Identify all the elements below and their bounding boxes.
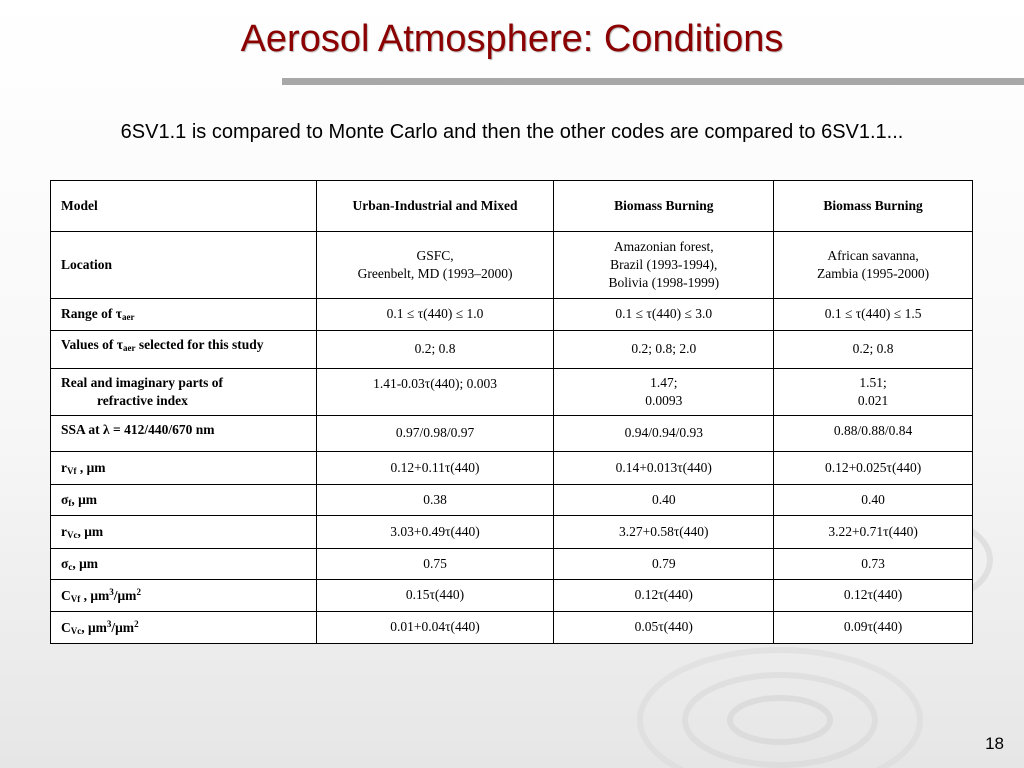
label-text: σ bbox=[61, 555, 69, 571]
header-col2: Biomass Burning bbox=[554, 181, 774, 232]
table-row-refractive-index bbox=[51, 369, 973, 416]
table-cell: 0.12τ(440) bbox=[774, 580, 973, 612]
table-cell bbox=[316, 232, 554, 299]
cell-line: Zambia (1995-2000) bbox=[817, 266, 930, 281]
row-label bbox=[51, 612, 317, 644]
label-text: /μm bbox=[111, 619, 135, 635]
table-row-ssa bbox=[51, 416, 973, 452]
aerosol-conditions-table bbox=[50, 180, 973, 644]
table-cell: 0.97/0.98/0.97 bbox=[316, 416, 554, 452]
row-label bbox=[51, 485, 317, 516]
label-text: selected for this study bbox=[135, 337, 264, 352]
table-row-cvc bbox=[51, 612, 973, 644]
label-text: r bbox=[61, 459, 67, 475]
label-superscript: 3 bbox=[109, 586, 114, 597]
table-cell: 0.75 bbox=[316, 549, 554, 580]
cell-line: 1.51; bbox=[859, 374, 887, 390]
header-col1: Urban-Industrial and Mixed bbox=[316, 181, 554, 232]
label-superscript: 2 bbox=[134, 618, 139, 629]
table-cell: 0.88/0.88/0.84 bbox=[774, 416, 973, 452]
cell-line: African savanna, bbox=[827, 247, 919, 263]
row-label: Location bbox=[51, 232, 317, 299]
row-label bbox=[51, 331, 317, 369]
table-row-rvf bbox=[51, 452, 973, 485]
table-row-cvf bbox=[51, 580, 973, 612]
cell-line: 0.0093 bbox=[645, 393, 683, 408]
slide-subtitle: 6SV1.1 is compared to Monte Carlo and then the other codes are compared to 6SV1.1... bbox=[120, 121, 904, 143]
table-cell bbox=[554, 232, 774, 299]
label-text: , μm bbox=[80, 587, 110, 603]
cell-line: Bolivia (1998-1999) bbox=[608, 275, 720, 291]
row-label bbox=[51, 299, 317, 331]
table-cell: 0.38 bbox=[316, 485, 554, 516]
label-subscript: Vf bbox=[70, 593, 81, 604]
header-col3: Biomass Burning bbox=[774, 181, 973, 232]
label-superscript: 3 bbox=[106, 618, 112, 629]
table-cell: 3.03+0.49τ(440) bbox=[316, 516, 554, 549]
slide-title: Aerosol Atmosphere: Conditions bbox=[240, 18, 784, 60]
table-cell: 0.09τ(440) bbox=[774, 612, 973, 644]
title-underline bbox=[282, 78, 1000, 85]
table-cell: 0.2; 0.8 bbox=[316, 331, 554, 369]
label-text: , μm bbox=[81, 619, 107, 635]
table-cell: 3.22+0.71τ(440) bbox=[774, 516, 973, 549]
table-cell: 0.12+0.11τ(440) bbox=[316, 452, 554, 485]
table-row-sigma-c bbox=[51, 549, 973, 580]
label-subscript: aer bbox=[121, 312, 135, 323]
table-row-values bbox=[51, 331, 973, 369]
table-cell: 0.14+0.013τ(440) bbox=[554, 452, 774, 485]
label-text: σ bbox=[61, 491, 69, 507]
cell-line: Amazonian forest, bbox=[613, 238, 714, 254]
header-model: Model bbox=[51, 181, 317, 232]
table-cell: 1.41-0.03τ(440); 0.003 bbox=[316, 369, 554, 416]
table-row-sigma-f bbox=[51, 485, 973, 516]
table-cell bbox=[774, 232, 973, 299]
table-cell: 0.1 ≤ τ(440) ≤ 1.5 bbox=[774, 299, 973, 331]
label-subscript: c bbox=[68, 561, 73, 572]
row-label bbox=[51, 580, 317, 612]
table-cell: 0.40 bbox=[554, 485, 774, 516]
table-cell: 0.79 bbox=[554, 549, 774, 580]
table-cell: 0.40 bbox=[774, 485, 973, 516]
row-label: SSA at λ = 412/440/670 nm bbox=[51, 416, 317, 452]
table-cell bbox=[774, 369, 973, 416]
table-cell: 0.1 ≤ τ(440) ≤ 1.0 bbox=[316, 299, 554, 331]
cell-line: 1.47; bbox=[650, 374, 678, 390]
table-cell: 0.2; 0.8; 2.0 bbox=[554, 331, 774, 369]
label-text: /μm bbox=[113, 587, 137, 603]
label-subscript: Vc bbox=[67, 529, 78, 540]
label-superscript: 2 bbox=[136, 586, 141, 597]
row-label bbox=[51, 369, 317, 416]
table-cell: 0.12+0.025τ(440) bbox=[774, 452, 973, 485]
label-text: , μm bbox=[72, 555, 98, 571]
table-header-row bbox=[51, 181, 973, 232]
table-cell: 0.73 bbox=[774, 549, 973, 580]
table-cell: 0.15τ(440) bbox=[316, 580, 554, 612]
cell-line: 0.021 bbox=[857, 393, 889, 408]
label-line: Real and imaginary parts of bbox=[61, 374, 223, 390]
table-row-range bbox=[51, 299, 973, 331]
title-underline-segment bbox=[982, 78, 1024, 85]
label-text: C bbox=[61, 619, 71, 635]
label-text: , μm bbox=[71, 491, 97, 507]
table-cell: 0.01+0.04τ(440) bbox=[316, 612, 554, 644]
label-text: C bbox=[61, 587, 71, 603]
table-row-rvc bbox=[51, 516, 973, 549]
label-text: , μm bbox=[77, 523, 104, 539]
table-row-location bbox=[51, 232, 973, 299]
label-text: Range of τ bbox=[61, 306, 122, 322]
label-text: r bbox=[61, 523, 67, 539]
label-subscript: aer bbox=[122, 343, 136, 353]
page-number: 18 bbox=[985, 734, 1004, 753]
table-cell: 0.12τ(440) bbox=[554, 580, 774, 612]
table-cell: 3.27+0.58τ(440) bbox=[554, 516, 774, 549]
cell-line: Brazil (1993-1994), bbox=[610, 256, 718, 272]
label-subscript: f bbox=[68, 497, 72, 508]
label-text: Values of τ bbox=[61, 337, 123, 352]
row-label bbox=[51, 516, 317, 549]
table-cell: 0.2; 0.8 bbox=[774, 331, 973, 369]
cell-line: Greenbelt, MD (1993–2000) bbox=[357, 266, 513, 281]
table-cell bbox=[554, 369, 774, 416]
table-cell: 0.1 ≤ τ(440) ≤ 3.0 bbox=[554, 299, 774, 331]
label-text: , μm bbox=[76, 459, 106, 475]
table-cell: 0.94/0.94/0.93 bbox=[554, 416, 774, 452]
label-subscript: Vf bbox=[67, 465, 77, 476]
cell-line: GSFC, bbox=[416, 247, 454, 263]
label-line: refractive index bbox=[97, 393, 188, 408]
row-label bbox=[51, 549, 317, 580]
row-label bbox=[51, 452, 317, 485]
table-cell: 0.05τ(440) bbox=[554, 612, 774, 644]
label-subscript: Vc bbox=[70, 625, 82, 636]
